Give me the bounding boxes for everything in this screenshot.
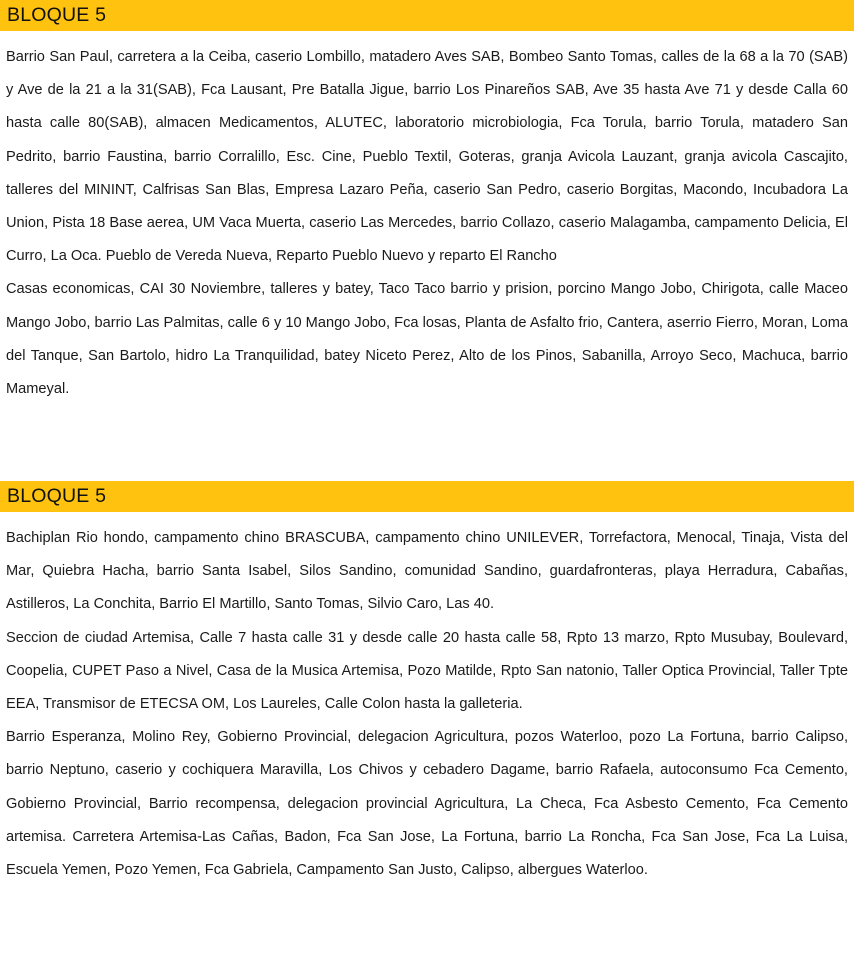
section-header: BLOQUE 5 — [0, 0, 854, 31]
paragraph: Barrio San Paul, carretera a la Ceiba, caserio Lombillo, matadero Aves SAB, Bombeo Santo Tomas, calles de la 68 a la 70 (SAB) y Ave de la 21 a la 31(SAB), Fca Lausant, Pre Batalla Jigue, barrio Los Pinareños SAB, Ave 35 hasta Ave 71 y desde Calla 60 hasta calle 80(SAB), almacen Medicamentos, ALUTEC, laboratorio microbiologia, Fca Torula, barrio Torula, matadero San Pedrito, barrio Faustina, barrio Corralillo, Esc. Cine, Pueblo Textil, Goteras, granja Avicola Lauzant, granja avicola Cascajito, talleres del MININT, Calfrisas San Blas, Empresa Lazaro Peña, caserio San Pedro, caserio Borgitas, Macondo, Incubadora La Union, Pista 18 Base aerea, UM Vaca Muerta, caserio Las Mercedes, barrio Collazo, caserio Malagamba, campamento Delicia, El Curro, La Oca. Pueblo de Vereda Nueva, Reparto Pueblo Nuevo y reparto El Rancho — [6, 49, 848, 265]
section-body — [0, 31, 854, 406]
section-body — [0, 512, 854, 887]
section-header: BLOQUE 5 — [0, 481, 854, 512]
block-section-1 — [0, 0, 854, 406]
paragraph: Casas economicas, CAI 30 Noviembre, talleres y batey, Taco Taco barrio y prision, porcino Mango Jobo, Chirigota, calle Maceo Mango Jobo, barrio Las Palmitas, calle 6 y 10 Mango Jobo, Fca losas, Planta de Asfalto frio, Cantera, aserrio Fierro, Moran, Loma del Tanque, San Bartolo, hidro La Tranquilidad, batey Niceto Perez, Alto de los Pinos, Sabanilla, Arroyo Seco, Machuca, barrio Mameyal. — [6, 281, 848, 398]
block-section-2 — [0, 481, 854, 887]
paragraph: Barrio Esperanza, Molino Rey, Gobierno Provincial, delegacion Agricultura, pozos Waterloo, pozo La Fortuna, barrio Calipso, barrio Neptuno, caserio y cochiquera Maravilla, Los Chivos y cebadero Dagame, barrio Rafaela, autoconsumo Fca Cemento, Gobierno Provincial, Barrio recompensa, delegacion provincial Agricultura, La Checa, Fca Asbesto Cemento, Fca Cemento artemisa. Carretera Artemisa-Las Cañas, Badon, Fca San Jose, La Fortuna, barrio La Roncha, Fca San Jose, Fca La Luisa, Escuela Yemen, Pozo Yemen, Fca Gabriela, Campamento San Justo, Calipso, albergues Waterloo. — [6, 729, 848, 879]
paragraph: Seccion de ciudad Artemisa, Calle 7 hasta calle 31 y desde calle 20 hasta calle 58, Rpto 13 marzo, Rpto Musubay, Boulevard, Coopelia, CUPET Paso a Nivel, Casa de la Musica Artemisa, Pozo Matilde, Rpto San natonio, Taller Optica Provincial, Taller Tpte EEA, Transmisor de ETECSA OM, Los Laureles, Calle Colon hasta la galleteria. — [6, 629, 848, 713]
paragraph: Bachiplan Rio hondo, campamento chino BRASCUBA, campamento chino UNILEVER, Torrefactora, Menocal, Tinaja, Vista del Mar, Quiebra Hacha, barrio Santa Isabel, Silos Sandino, comunidad Sandino, guardafronteras, playa Herradura, Cabañas, Astilleros, La Conchita, Barrio El Martillo, Santo Tomas, Silvio Caro, Las 40. — [6, 530, 848, 613]
